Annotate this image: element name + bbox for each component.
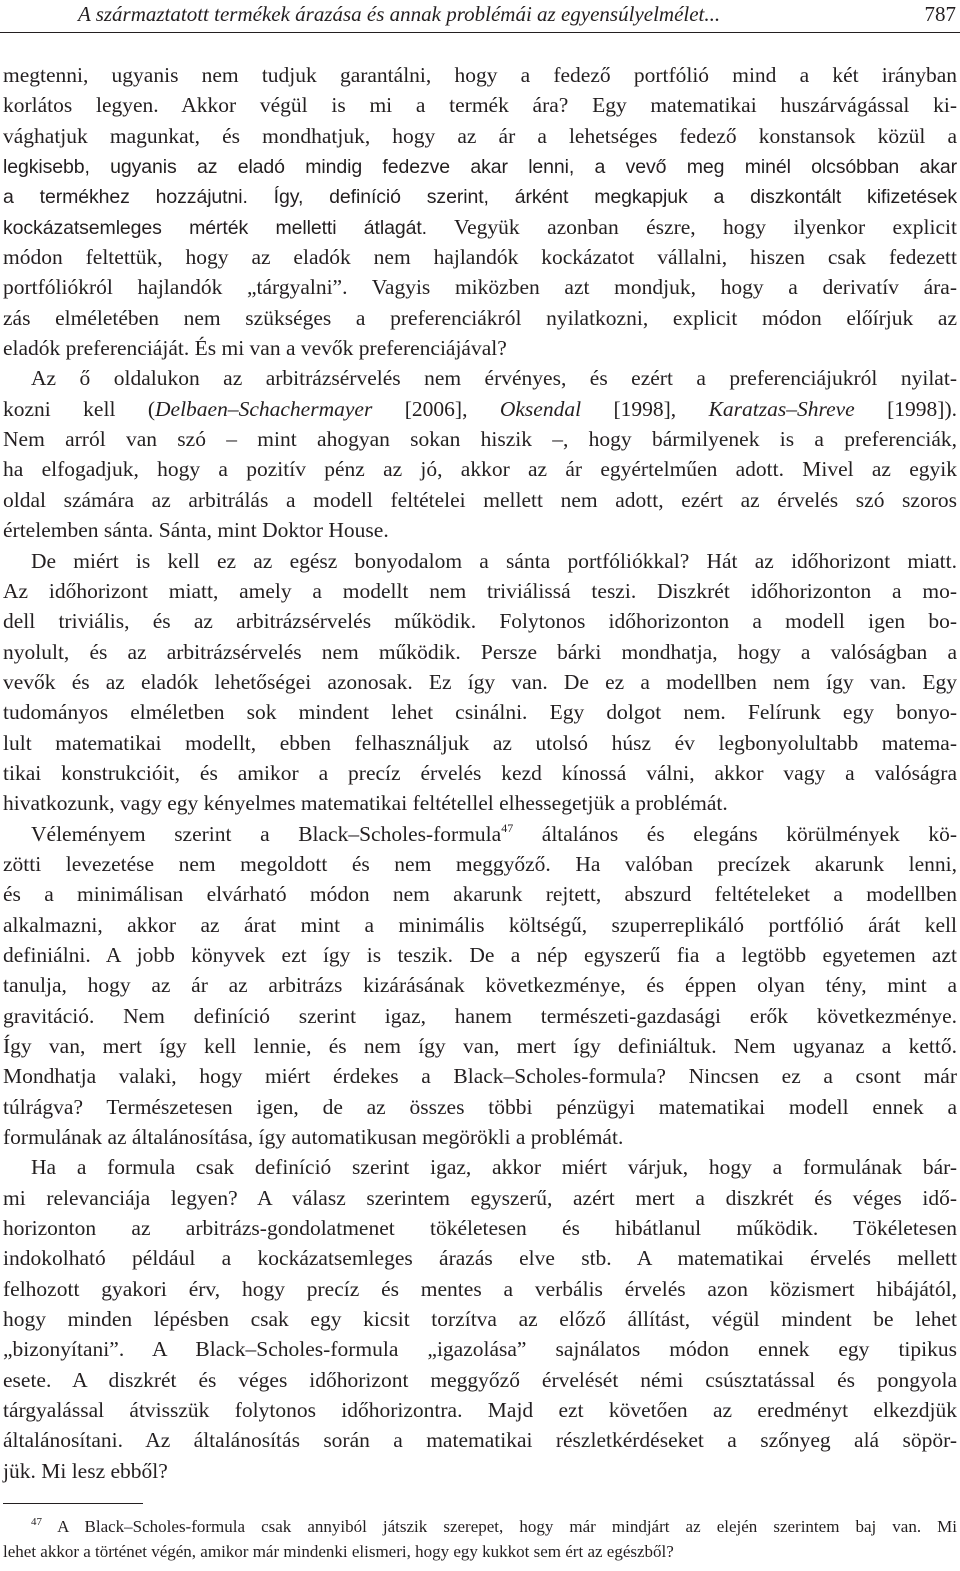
running-header xyxy=(0,0,960,33)
text-line: hogy minden lépésben csak egy kicsit torzítva az előző állítást, végül mindent be lehet xyxy=(3,1307,957,1332)
text-line: eladók preferenciáját. És mi van a vevők preferenciájával? xyxy=(3,336,507,361)
text-run: Véleményem szerint a Black–Scholes-formula xyxy=(31,821,502,846)
text-line: Nem arról van szó – mint ahogyan sokan hiszik –, hogy bármilyenek is a preferenciák, xyxy=(3,427,957,452)
text-run: legkisebb, ugyanis az eladó mindig fedezve akar lenni, a vevő meg minél olcsóbban akar xyxy=(3,156,957,179)
text-run: a termékhez hozzájutni. Így, definíció szerint, árként megkapjuk a diszkontált kifizetések xyxy=(3,186,957,209)
text-line: Az időhorizont miatt, amely a modellt nem triviálissá teszi. Diszkrét időhorizonton a mo- xyxy=(3,578,957,603)
paragraph-start: Az ő oldalukon az arbitrázsérvelés nem érvényes, és ezért a preferenciájukról nyilat- xyxy=(31,366,957,391)
footnote-line xyxy=(3,1514,957,1539)
text-run: [2006], xyxy=(372,396,500,421)
footnote xyxy=(3,1514,957,1564)
paragraph-start: De miért is kell ez az egész bonyodalom a sánta portfóliókkal? Hát az időhorizont miatt. xyxy=(31,548,957,573)
text-run: általános és elegáns körülmények kö- xyxy=(513,821,957,846)
text-line: megtenni, ugyanis nem tudjuk garantálni, hogy a fedező portfólió mind a két irányban xyxy=(3,63,957,87)
text-line: definiálni. A jobb könyvek ezt így is teszik. De a nép egyszerű fia a legtöbb egyetemen azt xyxy=(3,942,957,967)
text-run: Vegyük azonban észre, hogy ilyenkor explicit xyxy=(454,214,957,239)
text-line: „bizonyítani”. A Black–Scholes-formula „igazolása” sajnálatos módon ennek egy tipikus xyxy=(3,1337,957,1362)
citation-author: Karatzas–Shreve xyxy=(708,396,855,421)
text-run: [1998]). xyxy=(854,396,957,421)
text-line: tikai konstrukcióit, és amikor a precíz érvelés kezd kínossá válni, akkor vagy a valóságra xyxy=(3,760,957,785)
text-line: horizonton az arbitrázs-gondolatmenet tökéletesen és hibátlanul működik. Tökéletesen xyxy=(3,1216,957,1241)
text-line: zás elméletében nem szükséges a preferenciákról nyilatkozni, explicit módon előírjuk az xyxy=(3,305,957,330)
page-number: 787 xyxy=(924,2,956,26)
text-line: értelemben sánta. Sánta, mint Doktor House. xyxy=(3,518,389,543)
running-title: A származtatott termékek árazása és annak problémái az egyensúlyelmélet... xyxy=(78,2,721,26)
text-line: dell triviális, és az arbitrázsérvelés működik. Folytonos időhorizonton a modell igen bo- xyxy=(3,609,957,634)
text-line: mi relevanciája legyen? A válasz szerintem egyszerű, azért mert a diszkrét és véges idő- xyxy=(3,1185,957,1210)
text-line: zötti levezetése nem megoldott és nem meggyőző. Ha valóban precízek akarunk lenni, xyxy=(3,851,957,876)
text-line xyxy=(3,151,957,181)
text-line: tanulja, hogy az ár az arbitrázs kizárásának következménye, és éppen olyan tény, mint a xyxy=(3,973,957,998)
text-line xyxy=(3,181,957,211)
text-line: vevők és az eladók lehetőségei azonosak. Ez így van. De ez a modellben nem így van. Egy xyxy=(3,669,957,694)
text-line xyxy=(3,394,957,424)
text-line: túlrágva? Természetesen igen, de az összes többi pénzügyi matematikai modell ennek a xyxy=(3,1094,957,1119)
text-line: tárgyalással átvisszük folytonos időhorizontra. Majd ezt követően az eredményt elkezdjük xyxy=(3,1398,957,1423)
footnote-divider xyxy=(3,1503,143,1504)
text-line: Mondhatja valaki, hogy miért érdekes a Black–Scholes-formula? Nincsen ez a csont már xyxy=(3,1064,957,1089)
footnote-line: lehet akkor a történet végén, amikor már mindenki elismeri, hogy egy kukkot sem ért az egészből? xyxy=(3,1542,674,1561)
text-line: formulának az általánosítása, így automatikusan megörökli a problémát. xyxy=(3,1125,624,1150)
text-line: vághatjuk magunkat, és mondhatjuk, hogy az ár a lehetséges fedező konstansok közül a xyxy=(3,123,957,148)
text-run: kockázatsemleges mérték melletti átlagát. xyxy=(3,216,427,239)
text-line: felhozott gyakori érv, hogy precíz és mentes a verbális érvelés azon közismert hibájától, xyxy=(3,1276,957,1301)
text-line: jük. Mi lesz ebből? xyxy=(3,1458,168,1483)
citation-author: Delbaen–Schachermayer xyxy=(155,396,373,421)
text-line: hivatkozunk, vagy egy kényelmes matematikai feltétellel elhessegetjük a problémát. xyxy=(3,791,728,816)
text-line: esete. A diszkrét és véges időhorizont meggyőző érvelését némi csúsztatással és pongyola xyxy=(3,1367,957,1392)
text-line: Így van, mert így kell lennie, és nem így van, mert így definiáltuk. Nem ugyanaz a kettő. xyxy=(3,1034,957,1058)
text-line: ha elfogadjuk, hogy a pozitív pénz az jó, akkor az ár egyértelműen adott. Mivel az egyik xyxy=(3,457,957,482)
footnote-marker: 47 xyxy=(501,820,514,835)
text-line: nyolult, és az arbitrázsérvelés nem működik. Persze bárki mondhatja, hogy a valóságban a xyxy=(3,639,957,664)
footnote-number: 47 xyxy=(31,1516,42,1528)
text-line: gravitáció. Nem definíció szerint igaz, hanem természeti-gazdasági erők következménye. xyxy=(3,1003,957,1028)
paragraph-start: Ha a formula csak definíció szerint igaz, akkor miért várjuk, hogy a formulának bár- xyxy=(31,1155,957,1180)
text-run: kozni kell ( xyxy=(3,396,156,421)
text-line: korlátos legyen. Akkor végül is mi a termék ára? Egy matematikai huszárvágással ki- xyxy=(3,93,957,118)
text-line: tudományos elméletben sok mindent lehet csinálni. Egy dolgot nem. Felírunk egy bonyo- xyxy=(3,700,957,725)
text-line: oldal számára az arbitrálás a modell feltételei mellett nem adott, ezért az érvelés szó szoros xyxy=(3,487,957,512)
paragraph-start xyxy=(3,819,957,849)
text-line: lult matematikai modellt, ebben felhasználjuk az utolsó húsz év legbonyolultabb matema- xyxy=(3,730,957,755)
main-text xyxy=(3,60,957,1486)
text-line: indokolható például a kockázatsemleges árazás elve stb. A matematikai érvelés mellett xyxy=(3,1246,957,1271)
footnote-text: A Black–Scholes-formula csak annyiból játszik szerepet, hogy már mindjárt az elején szerintem baj van. Mi xyxy=(42,1517,957,1536)
text-line: és a minimálisan elvárható módon nem akarunk rejtett, abszurd feltételeket a modellben xyxy=(3,882,957,907)
text-line: módon feltettük, hogy az eladók nem hajlandók kockázatot vállalni, hiszen csak fedezett xyxy=(3,245,957,270)
text-line: alkalmazni, akkor az árat mint a minimális költségű, szuperreplikáló portfólió árát kell xyxy=(3,912,957,937)
text-line: portfóliókról hajlandók „tárgyalni”. Vagyis miközben azt mondjuk, hogy a derivatív ára- xyxy=(3,275,957,300)
text-line xyxy=(3,212,957,242)
text-run: [1998], xyxy=(581,396,709,421)
text-line: általánosítani. Az általánosítás során a matematikai részletkérdéseket a szőnyeg alá söpör- xyxy=(3,1428,957,1453)
citation-author: Oksendal xyxy=(499,396,582,421)
